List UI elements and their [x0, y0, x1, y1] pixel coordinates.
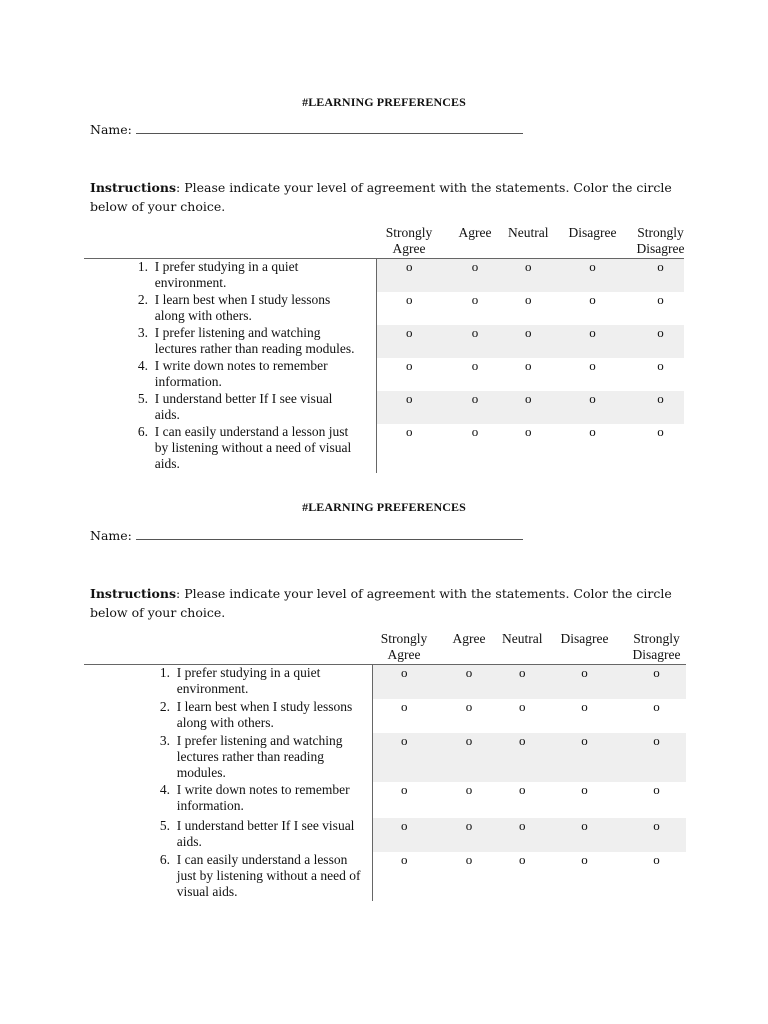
statement-number: 4.	[159, 781, 170, 797]
option-circle[interactable]: o	[406, 291, 413, 307]
table-row	[84, 818, 686, 852]
name-label: Name:	[90, 528, 132, 543]
option-circle[interactable]: o	[376, 259, 442, 292]
option-circle[interactable]: o	[524, 291, 532, 307]
option-circle[interactable]: o	[372, 733, 436, 782]
name-underline[interactable]	[136, 529, 523, 540]
table-row	[84, 699, 686, 733]
statement-text: I can easily understand a lesson just by listening without a need of visual aids.	[154, 423, 352, 472]
table-row	[84, 259, 684, 292]
statement-number: 6.	[159, 851, 170, 867]
option-circle[interactable]: o	[653, 851, 660, 867]
option-circle[interactable]: o	[518, 698, 526, 714]
header-row	[84, 631, 686, 665]
option-circle[interactable]: o	[548, 259, 636, 292]
name-underline[interactable]	[136, 123, 523, 134]
statement	[84, 665, 372, 699]
instructions	[90, 584, 690, 622]
option-circle[interactable]: o	[636, 391, 684, 424]
table-row	[84, 292, 684, 325]
statement-text: I understand better If I see visual aids.	[176, 817, 355, 849]
col-strongly-disagree: Strongly Disagree	[626, 631, 686, 665]
option-circle[interactable]: o	[401, 851, 408, 867]
option-circle[interactable]: o	[502, 733, 542, 782]
table-row	[84, 665, 686, 699]
option-circle[interactable]: o	[636, 325, 684, 358]
header-blank	[84, 225, 376, 259]
statement-number: 5.	[159, 817, 170, 833]
option-circle[interactable]: o	[548, 325, 636, 358]
option-circle[interactable]: o	[657, 291, 664, 307]
statement	[84, 782, 372, 818]
option-circle[interactable]: o	[508, 259, 548, 292]
option-circle[interactable]: o	[471, 423, 479, 439]
option-circle[interactable]: o	[376, 391, 442, 424]
option-circle[interactable]: o	[401, 698, 408, 714]
option-circle[interactable]: o	[589, 357, 596, 373]
survey-table	[84, 225, 684, 473]
statement	[84, 358, 376, 391]
statement-number: 1.	[159, 665, 170, 680]
statement-text: I learn best when I study lessons along with others.	[154, 291, 331, 323]
option-circle[interactable]: o	[471, 357, 479, 373]
col-agree: Agree	[442, 225, 508, 259]
statement-text: I learn best when I study lessons along with others.	[176, 698, 353, 730]
option-circle[interactable]: o	[657, 357, 664, 373]
option-circle[interactable]: o	[653, 781, 660, 797]
option-circle[interactable]: o	[471, 291, 479, 307]
header-blank	[84, 631, 372, 665]
option-circle[interactable]: o	[502, 818, 542, 852]
table-row	[84, 424, 684, 473]
option-circle[interactable]: o	[465, 698, 473, 714]
option-circle[interactable]: o	[518, 781, 526, 797]
option-circle[interactable]: o	[626, 733, 686, 782]
option-circle[interactable]: o	[502, 665, 542, 699]
name-field[interactable]	[90, 122, 523, 137]
instructions-text: : Please indicate your level of agreement with the statements. Color the circle below of your choice.	[90, 180, 672, 214]
form-title: #LEARNING PREFERENCES	[302, 500, 466, 514]
option-circle[interactable]: o	[542, 665, 626, 699]
option-circle[interactable]: o	[524, 423, 532, 439]
survey-table	[84, 631, 686, 901]
option-circle[interactable]: o	[508, 391, 548, 424]
option-circle[interactable]: o	[406, 423, 413, 439]
statement-number: 3.	[137, 324, 148, 340]
option-circle[interactable]: o	[442, 259, 508, 292]
table-row	[84, 391, 684, 424]
col-strongly-agree: Strongly Agree	[372, 631, 436, 665]
option-circle[interactable]: o	[401, 781, 408, 797]
option-circle[interactable]: o	[548, 391, 636, 424]
table-row	[84, 358, 684, 391]
name-field[interactable]	[90, 528, 523, 543]
option-circle[interactable]: o	[372, 818, 436, 852]
table-row	[84, 782, 686, 818]
col-agree: Agree	[436, 631, 502, 665]
col-neutral: Neutral	[508, 225, 548, 259]
statement-text: I prefer listening and watching lectures rather than reading modules.	[176, 732, 343, 781]
option-circle[interactable]: o	[657, 423, 664, 439]
option-circle[interactable]: o	[581, 781, 588, 797]
statement	[84, 733, 372, 782]
statement-text: I write down notes to remember information.	[176, 781, 350, 813]
statement-number: 3.	[159, 732, 170, 748]
option-circle[interactable]: o	[376, 325, 442, 358]
col-strongly-agree: Strongly Agree	[376, 225, 442, 259]
statement	[84, 424, 376, 473]
instructions-label: Instructions	[90, 586, 177, 601]
statement-text: I understand better If I see visual aids.	[154, 390, 333, 422]
statement	[84, 259, 376, 292]
col-disagree: Disagree	[548, 225, 636, 259]
statement-number: 2.	[137, 291, 148, 307]
col-strongly-disagree: Strongly Disagree	[636, 225, 684, 259]
option-circle[interactable]: o	[626, 818, 686, 852]
option-circle[interactable]: o	[653, 698, 660, 714]
statement	[84, 699, 372, 733]
option-circle[interactable]: o	[372, 665, 436, 699]
statement	[84, 391, 376, 424]
statement-number: 4.	[137, 357, 148, 373]
instructions	[90, 178, 690, 216]
header-row	[84, 225, 684, 259]
option-circle[interactable]: o	[508, 325, 548, 358]
option-circle[interactable]: o	[436, 733, 502, 782]
option-circle[interactable]: o	[636, 259, 684, 292]
option-circle[interactable]: o	[626, 665, 686, 699]
option-circle[interactable]: o	[581, 851, 588, 867]
option-circle[interactable]: o	[589, 291, 596, 307]
statement-number: 1.	[137, 259, 148, 274]
instructions-label: Instructions	[90, 180, 177, 195]
option-circle[interactable]: o	[581, 698, 588, 714]
instructions-text: : Please indicate your level of agreement with the statements. Color the circle below of your choice.	[90, 586, 672, 620]
table-row	[84, 852, 686, 901]
option-circle[interactable]: o	[465, 781, 473, 797]
option-circle[interactable]: o	[542, 818, 626, 852]
statement-number: 5.	[137, 390, 148, 406]
col-disagree: Disagree	[542, 631, 626, 665]
statement-text: I can easily understand a lesson just by listening without a need of visual aids.	[176, 851, 361, 900]
option-circle[interactable]: o	[542, 733, 626, 782]
statement-text: I prefer listening and watching lectures rather than reading modules.	[154, 324, 355, 356]
option-circle[interactable]: o	[436, 818, 502, 852]
name-label: Name:	[90, 122, 132, 137]
statement	[84, 292, 376, 325]
option-circle[interactable]: o	[442, 391, 508, 424]
option-circle[interactable]: o	[589, 423, 596, 439]
statement-text: I write down notes to remember information.	[154, 357, 328, 389]
option-circle[interactable]: o	[524, 357, 532, 373]
option-circle[interactable]: o	[442, 325, 508, 358]
form-title: #LEARNING PREFERENCES	[302, 95, 466, 109]
statement	[84, 325, 376, 358]
statement-text: I prefer studying in a quiet environment.	[176, 665, 321, 697]
statement-number: 6.	[137, 423, 148, 439]
statement-number: 2.	[159, 698, 170, 714]
option-circle[interactable]: o	[406, 357, 413, 373]
statement-text: I prefer studying in a quiet environment.	[154, 259, 299, 291]
option-circle[interactable]: o	[436, 665, 502, 699]
table-row	[84, 733, 686, 782]
statement	[84, 852, 372, 901]
col-neutral: Neutral	[502, 631, 542, 665]
option-circle[interactable]: o	[465, 851, 473, 867]
statement	[84, 818, 372, 852]
table-row	[84, 325, 684, 358]
option-circle[interactable]: o	[518, 851, 526, 867]
